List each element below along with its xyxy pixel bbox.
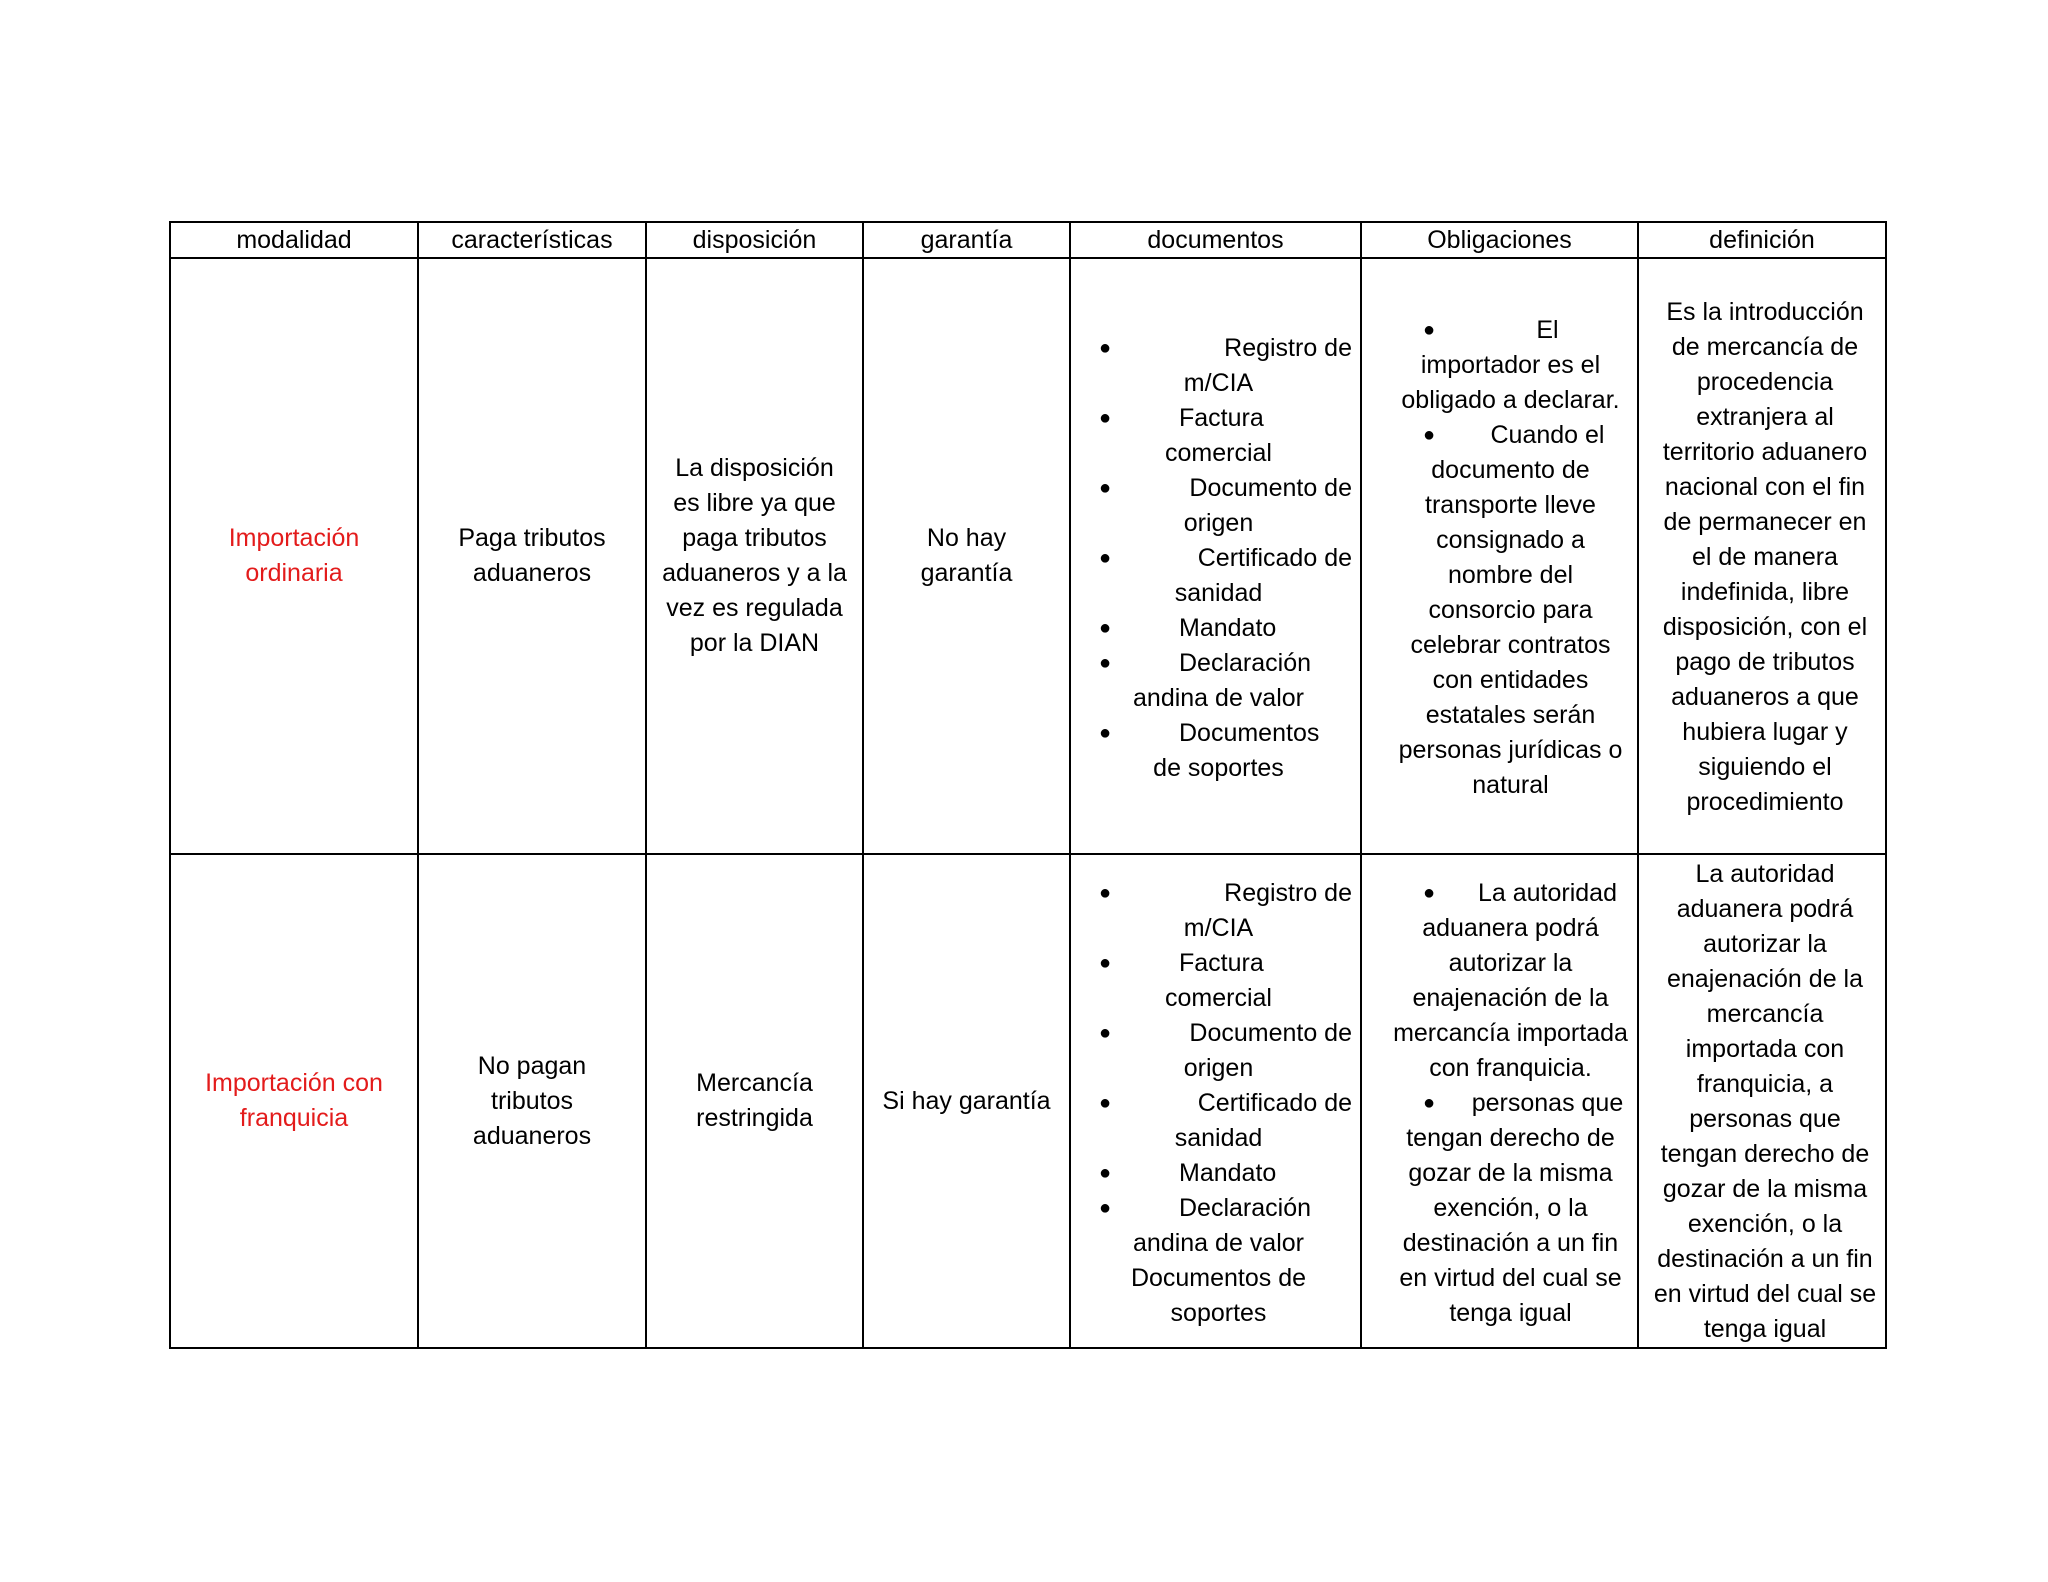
- cell-modalidad: [170, 258, 418, 854]
- list-item: [1085, 1156, 1352, 1191]
- oblig-rest: documento de transporte lleve consignado a nombre del consorcio para celebrar contratos con entidades estatales serán personas jurídicas o natural: [1398, 456, 1623, 799]
- doc-rest: m/CIA: [1183, 913, 1254, 942]
- definicion-text: Es la introducción de mercancía de procedencia extranjera al territorio aduanero nacional con el fin de permanecer en el de manera indefinida, libre disposición, con el pago de tributos aduaneros a que hubiera lugar y siguiendo el procedimiento: [1662, 297, 1868, 816]
- caracteristicas-text: No pagan tributos aduaneros: [472, 1051, 592, 1150]
- doc-lead: Mandato: [1179, 1158, 1277, 1187]
- list-item: [1085, 471, 1352, 541]
- oblig-lead: Cuando el: [1490, 421, 1605, 449]
- cell-garantia: [863, 854, 1070, 1348]
- list-item: [1085, 1016, 1352, 1086]
- cell-documentos: [1070, 854, 1361, 1348]
- list-item: [1085, 331, 1352, 401]
- doc-lead: Factura: [1179, 948, 1264, 977]
- modalidad-text: Importación ordinaria: [228, 524, 360, 587]
- doc-rest: comercial: [1165, 983, 1272, 1012]
- header-definicion: definición: [1638, 222, 1886, 258]
- doc-lead: Certificado de: [1197, 543, 1352, 572]
- list-item: [1392, 418, 1629, 803]
- cell-modalidad: [170, 854, 418, 1348]
- oblig-rest: tengan derecho de gozar de la misma exención, o la destinación a un fin en virtud del cual se tenga igual: [1399, 1123, 1622, 1327]
- doc-lead: Documentos: [1179, 718, 1320, 747]
- bullet-icon: ●: [1098, 1021, 1112, 1044]
- modalidad-text: Importación con franquicia: [205, 1069, 383, 1132]
- obligaciones-list: [1362, 872, 1637, 1331]
- doc-lead: Registro de: [1224, 878, 1352, 907]
- doc-rest: de soportes: [1153, 753, 1284, 782]
- bullet-icon: ●: [1422, 424, 1436, 446]
- oblig-lead: La autoridad: [1477, 878, 1617, 907]
- list-item: [1392, 876, 1629, 1086]
- bullet-icon: ●: [1098, 476, 1112, 499]
- cell-caracteristicas: [418, 258, 646, 854]
- doc-rest: origen: [1183, 1053, 1254, 1082]
- oblig-lead: El: [1536, 316, 1559, 344]
- bullet-icon: ●: [1098, 1161, 1112, 1184]
- header-obligaciones: Obligaciones: [1361, 222, 1638, 258]
- cell-definicion: [1638, 258, 1886, 854]
- cell-disposicion: [646, 854, 863, 1348]
- doc-rest: sanidad: [1174, 578, 1263, 607]
- header-disposicion: disposición: [646, 222, 863, 258]
- bullet-icon: ●: [1098, 336, 1112, 359]
- doc-rest: andina de valor: [1133, 1228, 1304, 1257]
- doc-rest: andina de valor: [1133, 683, 1304, 712]
- list-item: [1085, 1191, 1352, 1261]
- cell-garantia: [863, 258, 1070, 854]
- list-item: [1085, 611, 1352, 646]
- list-item: [1085, 541, 1352, 611]
- garantia-text: No hay garantía: [920, 524, 1013, 587]
- doc-lead: Mandato: [1179, 613, 1277, 642]
- bullet-icon: ●: [1098, 616, 1112, 639]
- list-item: [1085, 876, 1352, 946]
- garantia-text: Si hay garantía: [882, 1086, 1051, 1115]
- obligaciones-list: [1362, 309, 1637, 803]
- list-item: [1085, 401, 1352, 471]
- header-documentos: documentos: [1070, 222, 1361, 258]
- caracteristicas-text: Paga tributos aduaneros: [458, 524, 606, 587]
- importation-modalities-table: [169, 221, 1887, 1349]
- disposicion-text: Mercancía restringida: [696, 1069, 813, 1132]
- doc-rest: sanidad: [1174, 1123, 1263, 1152]
- doc-extra: Documentos de soportes: [1130, 1263, 1307, 1327]
- bullet-icon: ●: [1098, 546, 1112, 569]
- bullet-icon: ●: [1098, 651, 1112, 674]
- list-item: [1392, 313, 1629, 418]
- header-modalidad: modalidad: [170, 222, 418, 258]
- doc-rest: origen: [1183, 508, 1254, 537]
- cell-obligaciones: [1361, 258, 1638, 854]
- table-row: [170, 854, 1886, 1348]
- bullet-icon: ●: [1098, 951, 1112, 974]
- bullet-icon: ●: [1098, 406, 1112, 429]
- bullet-icon: ●: [1422, 1091, 1436, 1114]
- list-item: [1392, 1086, 1629, 1331]
- table-header-row: [170, 222, 1886, 258]
- bullet-icon: ●: [1422, 319, 1436, 341]
- bullet-icon: ●: [1098, 721, 1112, 744]
- cell-caracteristicas: [418, 854, 646, 1348]
- doc-lead: Documento de: [1189, 1018, 1352, 1047]
- header-caracteristicas: características: [418, 222, 646, 258]
- cell-disposicion: [646, 258, 863, 854]
- cell-documentos: [1070, 258, 1361, 854]
- documentos-list: [1071, 872, 1360, 1331]
- disposicion-text: La disposición es libre ya que paga tributos aduaneros y a la vez es regulada por la DIAN: [662, 454, 847, 657]
- bullet-icon: ●: [1098, 1196, 1112, 1219]
- oblig-rest: importador es el obligado a declarar.: [1401, 351, 1620, 414]
- doc-lead: Certificado de: [1197, 1088, 1352, 1117]
- cell-obligaciones: [1361, 854, 1638, 1348]
- oblig-lead: personas que: [1471, 1088, 1624, 1117]
- doc-lead: Factura: [1179, 403, 1264, 432]
- list-item: [1085, 1086, 1352, 1156]
- doc-lead: Declaración: [1179, 648, 1312, 677]
- doc-lead: Declaración: [1179, 1193, 1312, 1222]
- doc-lead: Registro de: [1224, 333, 1352, 362]
- doc-lead: Documento de: [1189, 473, 1352, 502]
- bullet-icon: ●: [1422, 881, 1436, 904]
- bullet-icon: ●: [1098, 1091, 1112, 1114]
- header-garantia: garantía: [863, 222, 1070, 258]
- list-item: [1085, 946, 1352, 1016]
- doc-rest: comercial: [1165, 438, 1272, 467]
- oblig-rest: aduanera podrá autorizar la enajenación de la mercancía importada con franquicia.: [1393, 913, 1628, 1082]
- table-row: [170, 258, 1886, 854]
- cell-definicion: [1638, 854, 1886, 1348]
- list-item: [1085, 646, 1352, 716]
- definicion-text: La autoridad aduanera podrá autorizar la enajenación de la mercancía importada con franquicia, a personas que tengan derecho de gozar de la misma exención, o la destinación a un fin en virtud del cual se tenga igual: [1653, 860, 1877, 1343]
- documentos-list: [1071, 327, 1360, 786]
- bullet-icon: ●: [1098, 881, 1112, 904]
- doc-rest: m/CIA: [1183, 368, 1254, 397]
- list-item: [1085, 716, 1352, 786]
